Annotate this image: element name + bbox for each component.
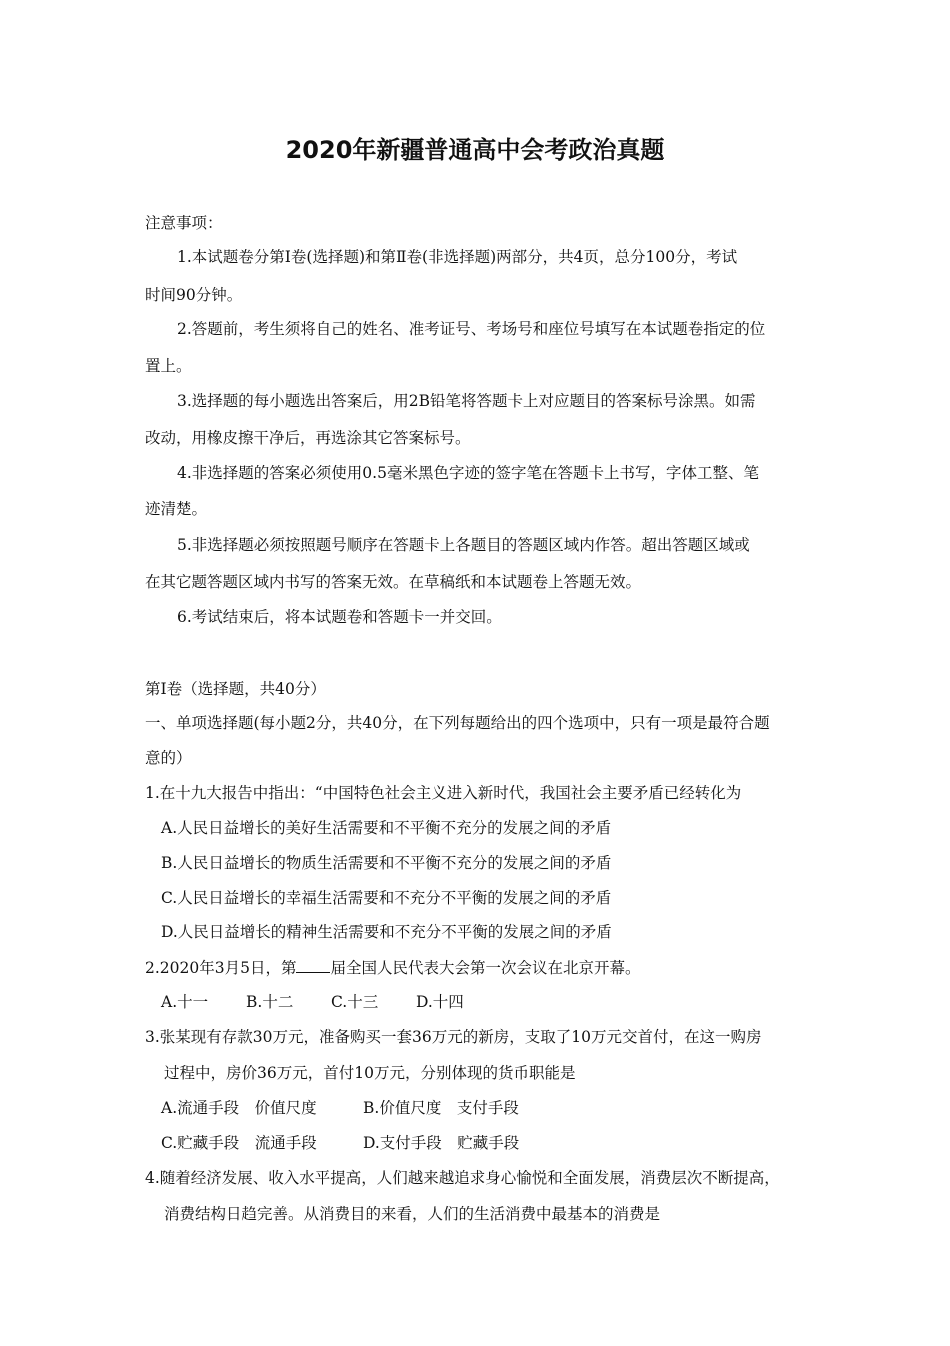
question-1-option-c: C.人民日益增长的幸福生活需要和不充分不平衡的发展之间的矛盾	[161, 889, 612, 907]
question-2-stem	[145, 958, 815, 978]
question-3-option-b: B.价值尺度 支付手段	[363, 1099, 519, 1117]
question-3-options-row1	[161, 1098, 831, 1118]
notice-item-2-line1: 2.答题前，考生须将自己的姓名、准考证号、考场号和座位号填写在本试题卷指定的位	[177, 320, 766, 338]
notice-item-1-line2: 时间90分钟。	[145, 286, 243, 304]
question-3-options-row2	[161, 1133, 831, 1153]
question-3-option-a: A.流通手段 价值尺度	[161, 1099, 317, 1117]
question-3-option-c: C.贮藏手段 流通手段	[161, 1134, 317, 1152]
question-2-stem-after: 届全国人民代表大会第一次会议在北京开幕。	[330, 959, 641, 977]
question-2-stem-before: 2.2020年3月5日，第	[145, 959, 297, 977]
question-3-stem-line2: 过程中，房价36万元，首付10万元，分别体现的货币职能是	[164, 1064, 576, 1082]
question-1-option-d: D.人民日益增长的精神生活需要和不充分不平衡的发展之间的矛盾	[161, 923, 612, 941]
notice-item-3-line1: 3.选择题的每小题选出答案后，用2B铅笔将答题卡上对应题目的答案标号涂黑。如需	[177, 392, 756, 410]
question-4-stem-line2: 消费结构日趋完善。从消费目的来看，人们的生活消费中最基本的消费是	[164, 1205, 661, 1223]
notice-item-4-line1: 4.非选择题的答案必须使用0.5毫米黑色字迹的签字笔在答题卡上书写，字体工整、笔	[177, 464, 759, 482]
section-heading: 第Ⅰ卷（选择题，共40分）	[145, 680, 326, 698]
question-2-option-a: A.十一	[161, 993, 209, 1011]
question-1-stem: 1.在十九大报告中指出：“中国特色社会主义进入新时代，我国社会主要矛盾已经转化为	[145, 784, 742, 802]
question-4-stem-line1: 4.随着经济发展、收入水平提高，人们越来越追求身心愉悦和全面发展，消费层次不断提高，	[145, 1169, 780, 1187]
question-1-option-a: A.人民日益增长的美好生活需要和不平衡不充分的发展之间的矛盾	[161, 819, 612, 837]
notice-heading: 注意事项：	[145, 214, 223, 232]
notice-item-5-line2: 在其它题答题区域内书写的答案无效。在草稿纸和本试题卷上答题无效。	[145, 573, 642, 591]
page-title: 2020年新疆普通高中会考政治真题	[285, 136, 665, 164]
notice-item-1-line1: 1.本试题卷分第Ⅰ卷(选择题)和第Ⅱ卷(非选择题)两部分，共4页，总分100分，考试	[177, 248, 738, 266]
section-instructions-line2: 意的）	[145, 749, 192, 767]
notice-item-6-line1: 6.考试结束后，将本试题卷和答题卡一并交回。	[177, 608, 502, 626]
notice-item-3-line2: 改动，用橡皮擦干净后，再选涂其它答案标号。	[145, 429, 471, 447]
notice-item-5-line1: 5.非选择题必须按照题号顺序在答题卡上各题目的答题区域内作答。超出答题区域或	[177, 536, 750, 554]
notice-item-2-line2: 置上。	[145, 357, 192, 375]
question-2-options	[161, 992, 831, 1012]
section-instructions-line1: 一、单项选择题(每小题2分，共40分，在下列每题给出的四个选项中，只有一项是最符合题	[145, 714, 770, 732]
notice-item-4-line2: 迹清楚。	[145, 500, 208, 518]
question-2-option-b: B.十二	[246, 993, 294, 1011]
question-1-option-b: B.人民日益增长的物质生活需要和不平衡不充分的发展之间的矛盾	[161, 854, 612, 872]
answer-blank	[296, 958, 330, 973]
question-2-option-d: D.十四	[416, 993, 464, 1011]
question-3-stem-line1: 3.张某现有存款30万元，准备购买一套36万元的新房，支取了10万元交首付，在这一购房	[145, 1028, 762, 1046]
question-2-option-c: C.十三	[331, 993, 379, 1011]
question-3-option-d: D.支付手段 贮藏手段	[363, 1134, 520, 1152]
